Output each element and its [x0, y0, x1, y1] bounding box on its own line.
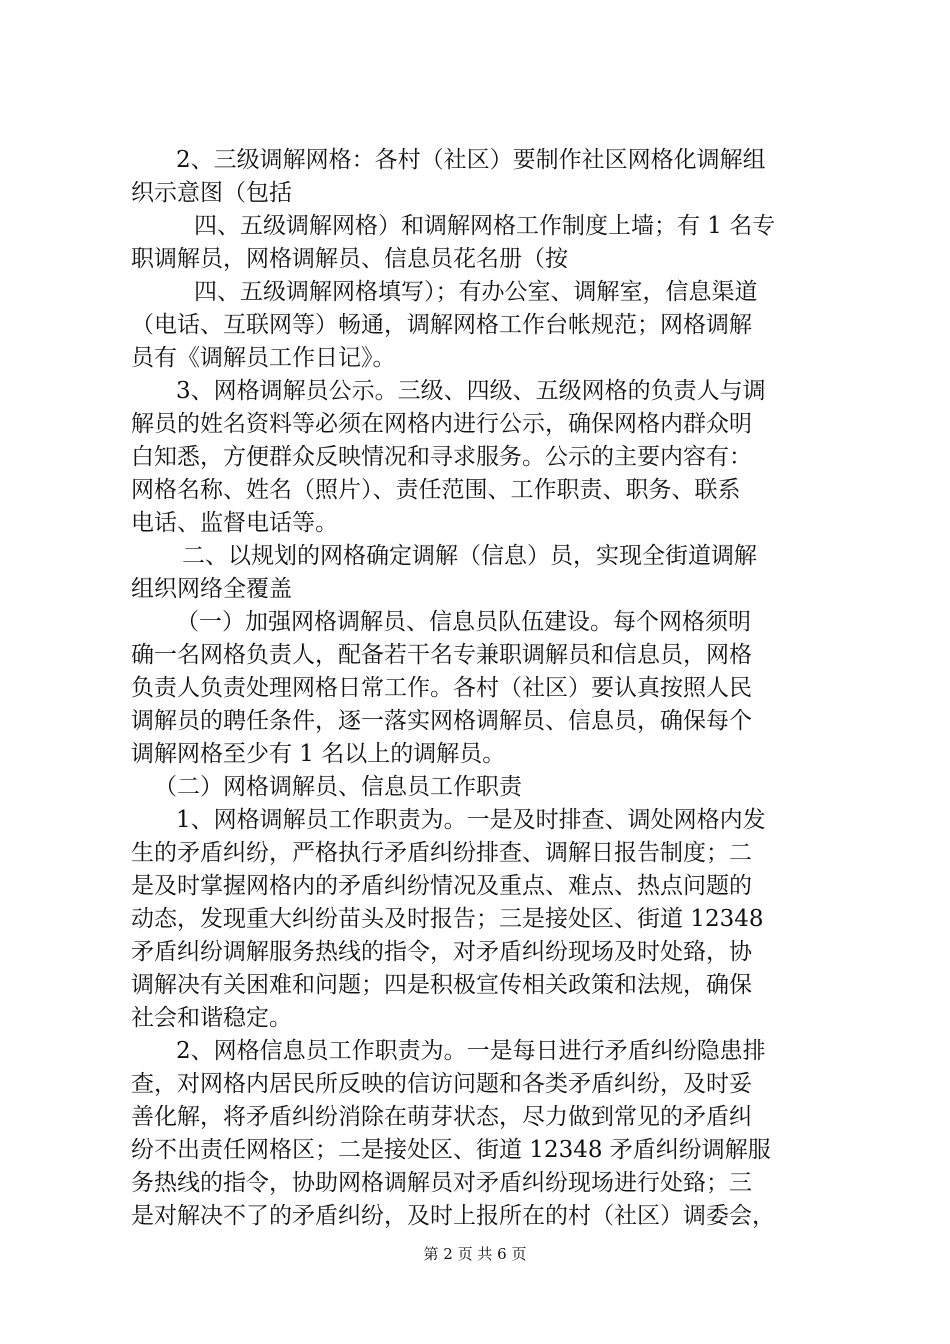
paragraph-line: 2、网格信息员工作职责为。一是每日进行矛盾纠纷隐患排 — [176, 1038, 766, 1064]
paragraph-line: （电话、互联网等）畅通，调解网格工作台帐规范；网格调解 — [131, 312, 752, 338]
paragraph-line: 2、三级调解网格：各村（社区）要制作社区网格化调解组 — [176, 147, 766, 173]
paragraph-line: 是及时掌握网格内的矛盾纠纷情况及重点、难点、热点问题的 — [131, 873, 752, 899]
paragraph-line: 网格名称、姓名（照片）、责任范围、工作职责、职务、联系 — [131, 477, 741, 503]
paragraph-line: 是对解决不了的矛盾纠纷，及时上报所在的村（社区）调委会， — [131, 1203, 775, 1229]
paragraph-line: 务热线的指令，协助网格调解员对矛盾纠纷现场进行处臵；三 — [131, 1170, 752, 1196]
paragraph-line: 生的矛盾纠纷，严格执行矛盾纠纷排查、调解日报告制度；二 — [131, 840, 752, 866]
paragraph-line: 电话、监督电话等。 — [131, 510, 338, 536]
paragraph-line: 四、五级调解网格）和调解网格工作制度上墙；有 1 名专 — [194, 213, 776, 239]
paragraph-line: 社会和谐稳定。 — [131, 1005, 292, 1031]
paragraph-line: 组织网络全覆盖 — [131, 576, 292, 602]
paragraph-line: （二）网格调解员、信息员工作职责 — [154, 774, 522, 800]
paragraph-line: 织示意图（包括 — [131, 180, 292, 206]
paragraph-line: 调解员的聘任条件，逐一落实网格调解员、信息员，确保每个 — [131, 708, 752, 734]
paragraph-line: 善化解，将矛盾纠纷消除在萌芽状态，尽力做到常见的矛盾纠 — [131, 1104, 752, 1130]
paragraph-line: （一）加强网格调解员、信息员队伍建设。每个网格须明 — [176, 609, 751, 635]
paragraph-line: 纷不出责任网格区；二是接处区、街道 12348 矛盾纠纷调解服 — [131, 1137, 771, 1163]
paragraph-line: 员有《调解员工作日记》。 — [131, 345, 396, 371]
paragraph-line: 职调解员，网格调解员、信息员花名册（按 — [131, 246, 568, 272]
paragraph-line: 确一名网格负责人，配备若干名专兼职调解员和信息员，网格 — [131, 642, 752, 668]
page-number-footer: 第 2 页 共 6 页 — [423, 1245, 527, 1263]
paragraph-line: 调解网格至少有 1 名以上的调解员。 — [131, 741, 506, 767]
paragraph-line: 二、以规划的网格确定调解（信息）员，实现全街道调解 — [182, 543, 757, 569]
paragraph-line: 1、网格调解员工作职责为。一是及时排查、调处网格内发 — [176, 807, 766, 833]
paragraph-line: 白知悉，方便群众反映情况和寻求服务。公示的主要内容有： — [131, 444, 752, 470]
paragraph-line: 3、网格调解员公示。三级、四级、五级网格的负责人与调 — [176, 378, 766, 404]
paragraph-line: 四、五级调解网格填写）；有办公室、调解室，信息渠道 — [194, 279, 758, 305]
paragraph-line: 动态，发现重大纠纷苗头及时报告；三是接处区、街道 12348 — [131, 906, 764, 932]
paragraph-line: 矛盾纠纷调解服务热线的指令，对矛盾纠纷现场及时处臵，协 — [131, 939, 752, 965]
paragraph-line: 调解决有关困难和问题；四是积极宣传相关政策和法规，确保 — [131, 972, 752, 998]
paragraph-line: 解员的姓名资料等必须在网格内进行公示，确保网格内群众明 — [131, 411, 752, 437]
paragraph-line: 负责人负责处理网格日常工作。各村（社区）要认真按照人民 — [131, 675, 752, 701]
paragraph-line: 查，对网格内居民所反映的信访问题和各类矛盾纠纷，及时妥 — [131, 1071, 752, 1097]
